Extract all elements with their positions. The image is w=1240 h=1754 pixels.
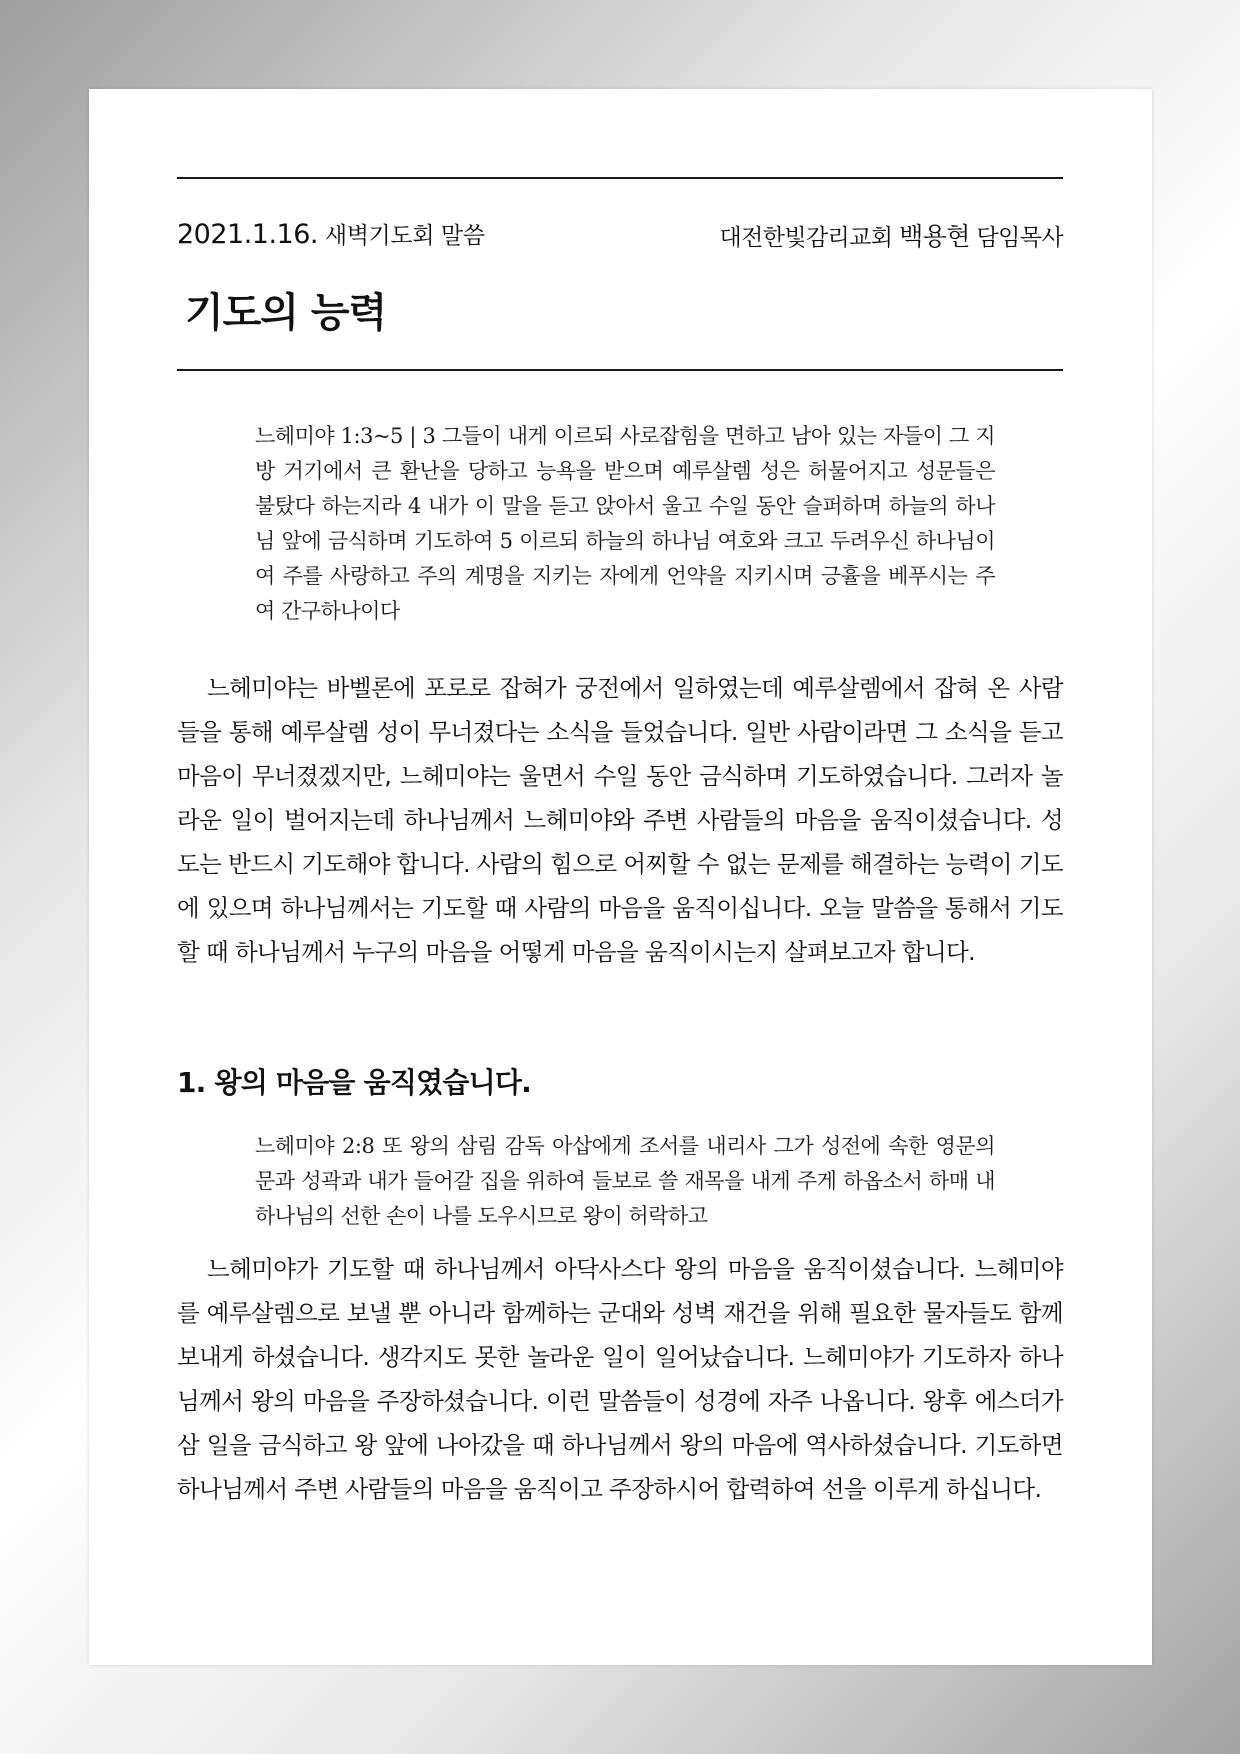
- sermon-date: 2021.1.16.: [177, 219, 318, 250]
- top-rule: [177, 177, 1063, 179]
- church-name: 대전한빛감리교회: [719, 225, 893, 251]
- scripture-passage: 느헤미야 1:3~5 | 3 그들이 내게 이르되 사로잡힘을 면하고 남아 있는 자들이 그 지방 거기에서 큰 환난을 당하고 능욕을 받으며 예루살렘 성은 허물어지고 성문들은 불탔다 하는지라 4 내가 이 말을 듣고 앉아서 울고 수일 동안 슬퍼하며 하늘의 하나님 앞에 금식하며 기도하여 5 이르되 하늘의 하나님 여호와 크고 두려우신 하나님이여 주를 사랑하고 주의 계명을 지키는 자에게 언약을 지키시며 긍휼을 베푸시는 주여 간구하나이다: [255, 424, 995, 623]
- pastor-title: 담임목사: [976, 225, 1063, 251]
- body-paragraph: 느헤미야는 바벨론에 포로로 잡혀가 궁전에서 일하였는데 예루살렘에서 잡혀 온 사람들을 통해 예루살렘 성이 무너졌다는 소식을 들었습니다. 일반 사람이라면 그 소식을 듣고 마음이 무너졌겠지만, 느헤미야는 울면서 수일 동안 금식하며 기도하였습니다. 그러자 놀라운 일이 벌어지는데 하나님께서 느헤미야와 주변 사람들의 마음을 움직이셨습니다. 성도는 반드시 기도해야 합니다. 사람의 힘으로 어찌할 수 없는 문제를 해결하는 능력이 기도에 있으며 하나님께서는 기도할 때 사람의 마음을 움직이십니다. 오늘 말씀을 통해서 기도할 때 하나님께서 누구의 마음을 어떻게 마음을 움직이시는지 살펴보고자 합니다.: [177, 674, 1063, 966]
- document-page: [89, 89, 1152, 1665]
- sermon-date-line: [177, 217, 485, 250]
- section-heading: 1. 왕의 마음을 움직였습니다.: [177, 1066, 531, 1099]
- section-scripture-passage: 느헤미야 2:8 또 왕의 삼림 감독 아삽에게 조서를 내리사 그가 성전에 속한 영문의 문과 성곽과 내가 들어갈 집을 위하여 들보로 쓸 재목을 내게 주게 하옵소서 하매 내 하나님의 선한 손이 나를 도우시므로 왕이 허락하고: [255, 1134, 995, 1228]
- sermon-title: 기도의 능력: [185, 290, 387, 336]
- service-name: 새벽기도회 말씀: [324, 223, 485, 249]
- pastor-name: 백용현: [899, 222, 970, 251]
- title-rule: [177, 369, 1063, 371]
- church-pastor-line: [719, 217, 1063, 253]
- section-body-paragraph: 느헤미야가 기도할 때 하나님께서 아닥사스다 왕의 마음을 움직이셨습니다. 느헤미야를 예루살렘으로 보낼 뿐 아니라 함께하는 군대와 성벽 재건을 위해 필요한 물자들도 함께 보내게 하셨습니다. 생각지도 못한 놀라운 일이 일어났습니다. 느헤미야가 기도하자 하나님께서 왕의 마음을 주장하셨습니다. 이런 말씀들이 성경에 자주 나옵니다. 왕후 에스더가 삼 일을 금식하고 왕 앞에 나아갔을 때 하나님께서 왕의 마음에 역사하셨습니다. 기도하면 하나님께서 주변 사람들의 마음을 움직이고 주장하시어 합력하여 선을 이루게 하십니다.: [177, 1255, 1063, 1503]
